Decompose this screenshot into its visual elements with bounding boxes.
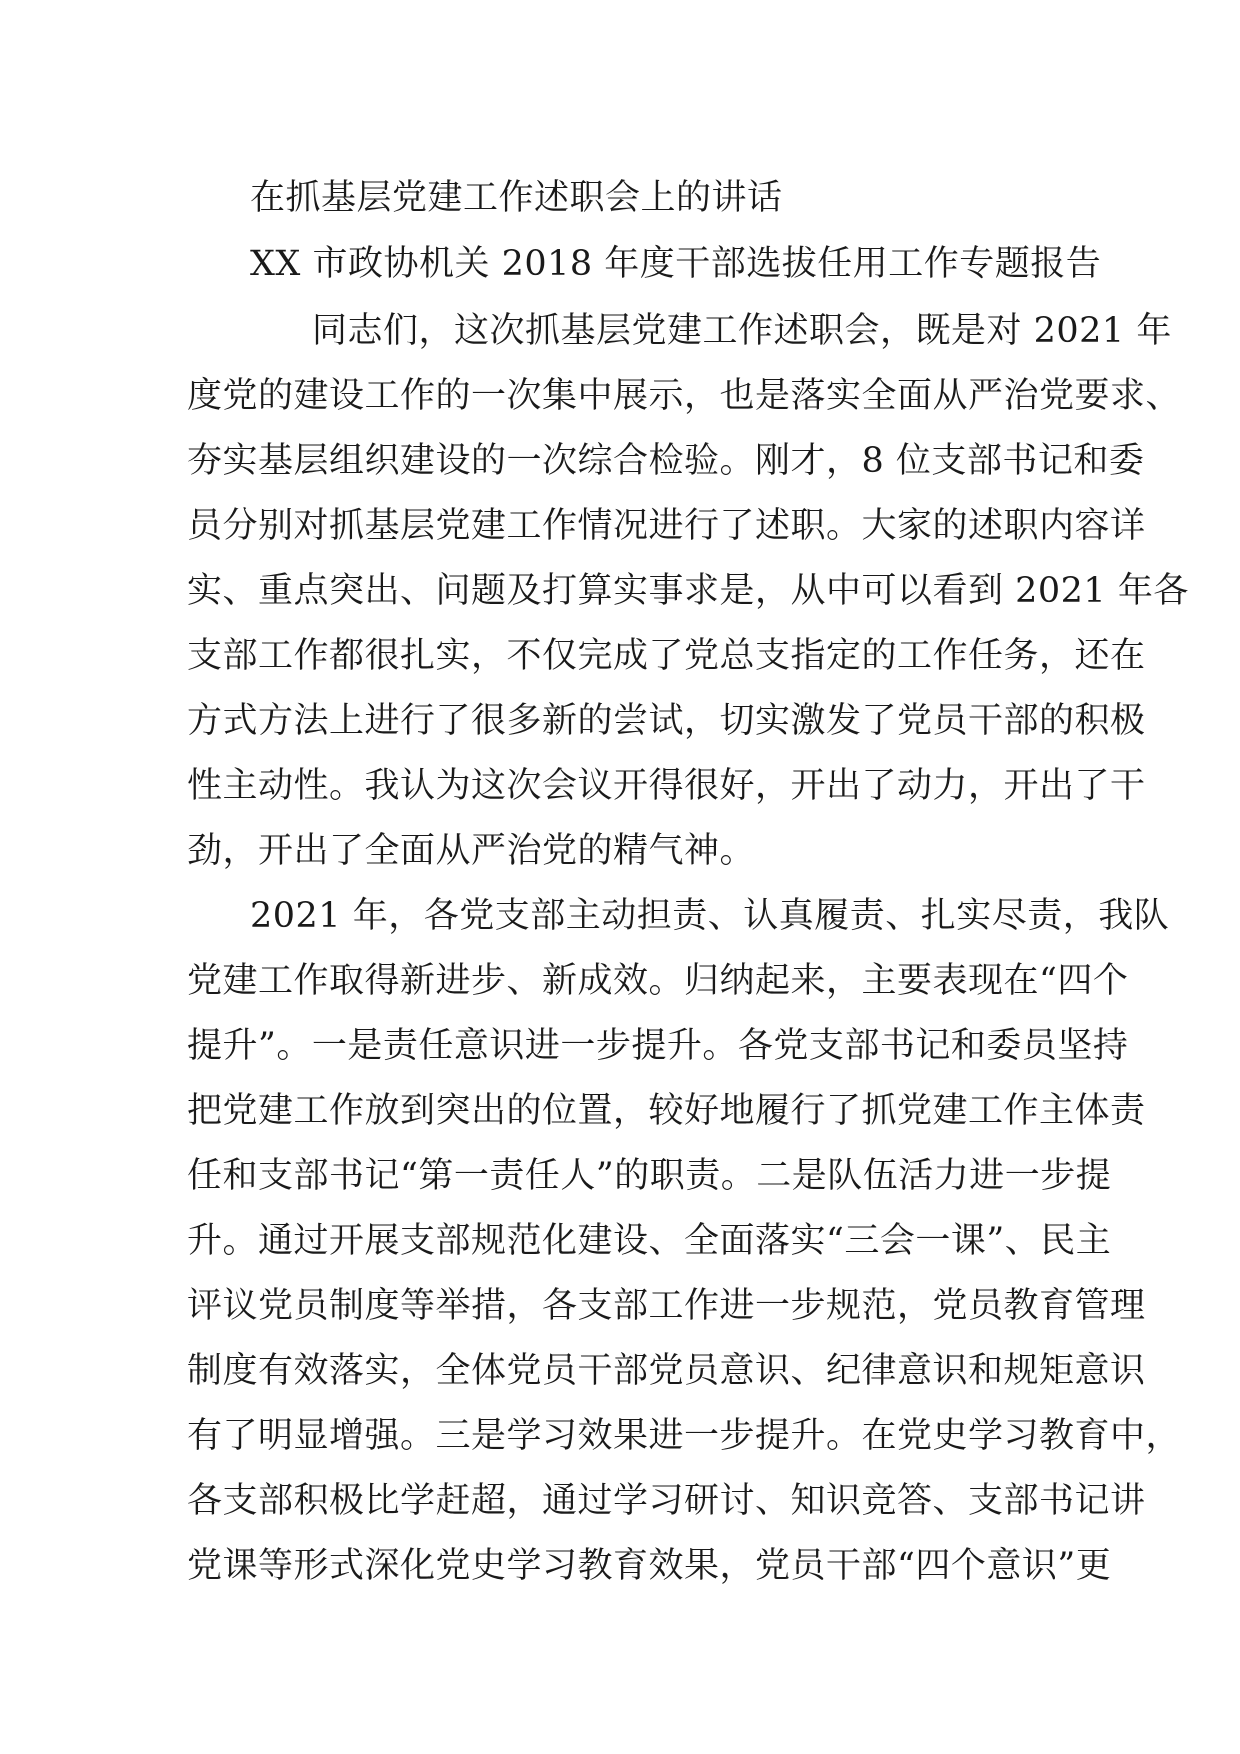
paragraph-line: 度党的建设工作的一次集中展示，也是落实全面从严治党要求、 — [187, 376, 1182, 416]
paragraph-line: 夯实基层组织建设的一次综合检验。刚才，8 位支部书记和委 — [187, 441, 1145, 481]
paragraph-line: 有了明显增强。三是学习效果进一步提升。在党史学习教育中， — [187, 1416, 1182, 1456]
paragraph-line: 党课等形式深化党史学习教育效果，党员干部“四个意识”更 — [187, 1546, 1112, 1586]
paragraph-line: 员分别对抓基层党建工作情况进行了述职。大家的述职内容详 — [187, 506, 1146, 546]
paragraph-line: 制度有效落实，全体党员干部党员意识、纪律意识和规矩意识 — [187, 1351, 1146, 1391]
paragraph-line: 同志们，这次抓基层党建工作述职会，既是对 2021 年 — [312, 311, 1172, 351]
paragraph-line: 劲，开出了全面从严治党的精气神。 — [187, 831, 756, 871]
paragraph-line: 性主动性。我认为这次会议开得很好，开出了动力，开出了干 — [187, 766, 1146, 806]
paragraph-line: 实、重点突出、问题及打算实事求是，从中可以看到 2021 年各 — [187, 571, 1189, 611]
paragraph-line: 党建工作取得新进步、新成效。归纳起来，主要表现在“四个 — [187, 961, 1129, 1001]
paragraph-line: 方式方法上进行了很多新的尝试，切实激发了党员干部的积极 — [187, 701, 1146, 741]
paragraph-line: 升。通过开展支部规范化建设、全面落实“三会一课”、民主 — [187, 1221, 1112, 1261]
paragraph-line: 提升”。一是责任意识进一步提升。各党支部书记和委员坚持 — [187, 1026, 1129, 1066]
document-title: 在抓基层党建工作述职会上的讲话 — [250, 178, 783, 218]
paragraph-line: 把党建工作放到突出的位置，较好地履行了抓党建工作主体责 — [187, 1091, 1146, 1131]
paragraph-line: 评议党员制度等举措，各支部工作进一步规范，党员教育管理 — [187, 1286, 1146, 1326]
paragraph-line: 2021 年，各党支部主动担责、认真履责、扎实尽责，我队 — [250, 896, 1170, 936]
paragraph-line: 各支部积极比学赶超，通过学习研讨、知识竞答、支部书记讲 — [187, 1481, 1146, 1521]
paragraph-line: 支部工作都很扎实，不仅完成了党总支指定的工作任务，还在 — [187, 636, 1146, 676]
document-subtitle: XX 市政协机关 2018 年度干部选拔任用工作专题报告 — [250, 244, 1102, 284]
paragraph-line: 任和支部书记“第一责任人”的职责。二是队伍活力进一步提 — [187, 1156, 1112, 1196]
